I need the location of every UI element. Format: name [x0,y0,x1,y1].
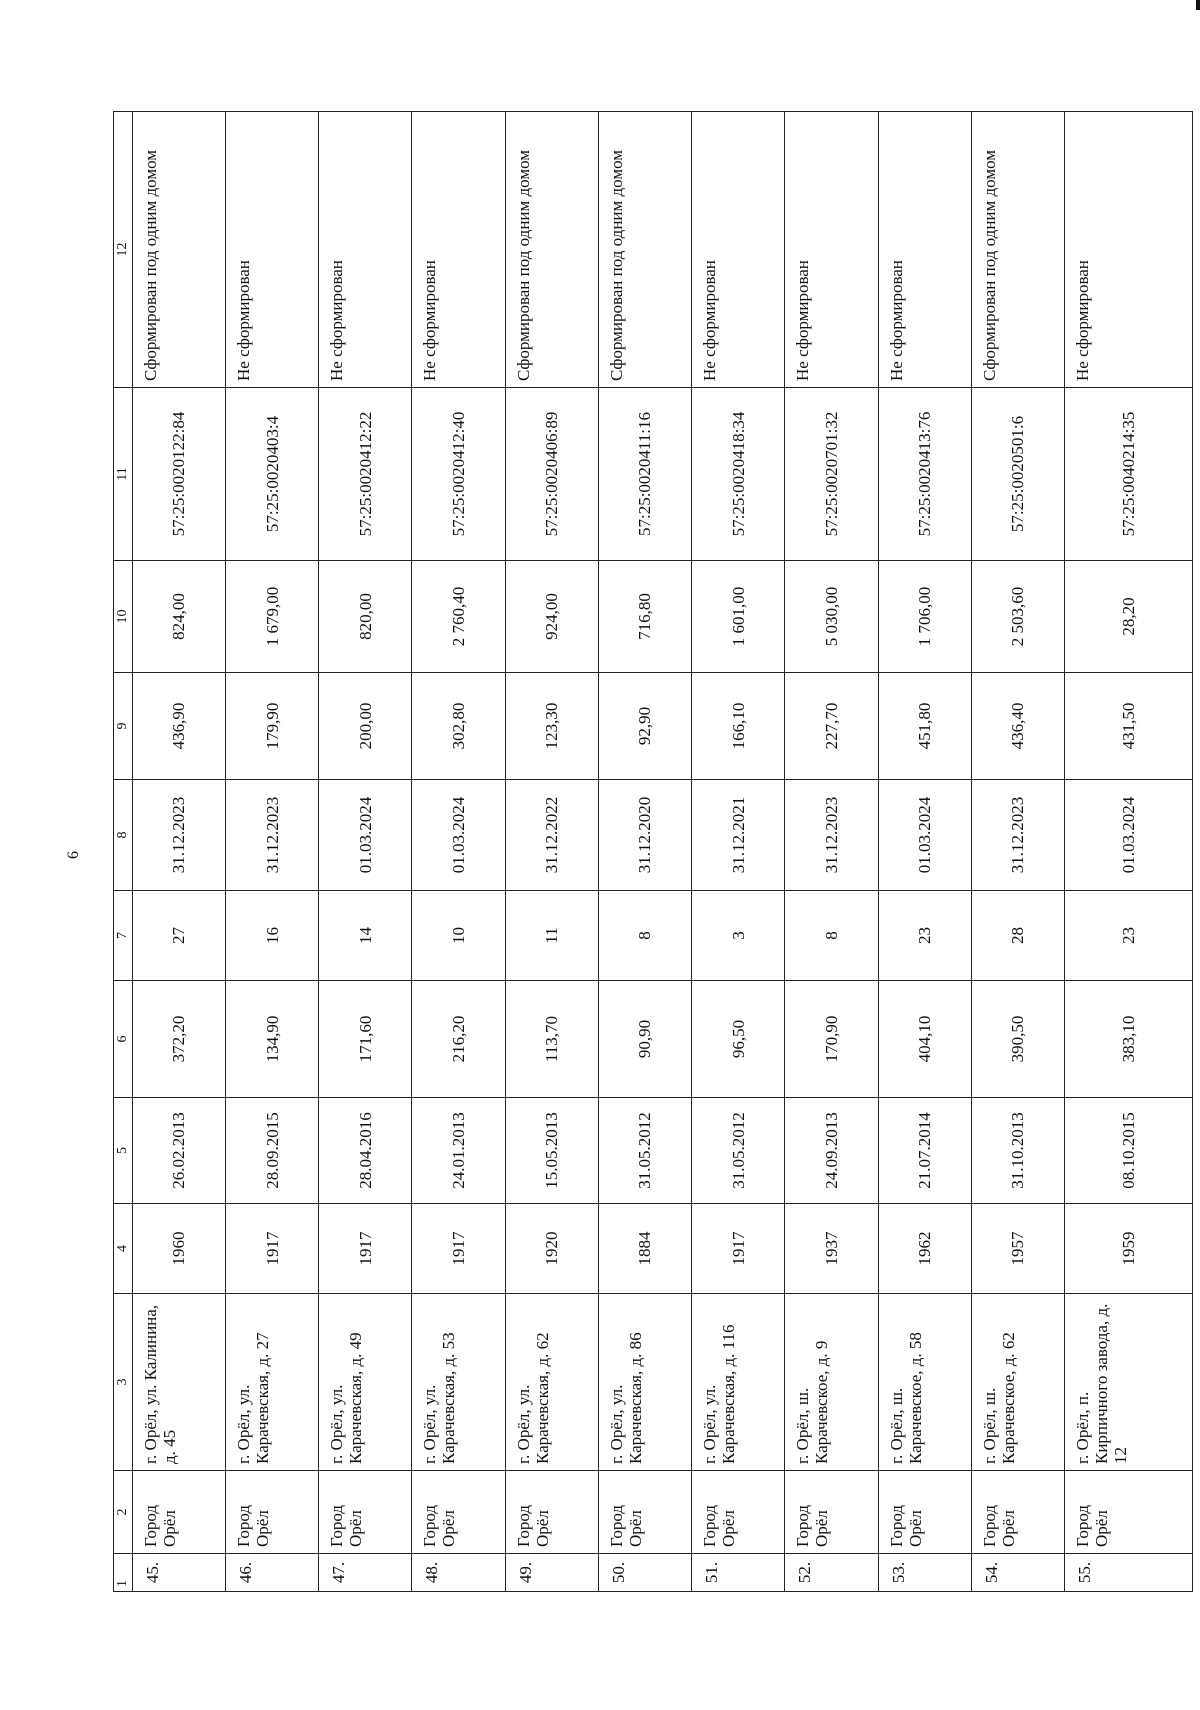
date-recognized-cell: 15.05.2013 [505,1098,598,1204]
area-resettle-cell: 170,90 [785,981,878,1098]
land-area-cell: 5 030,00 [785,561,878,673]
land-status-cell: Сформирован под одним домом [598,112,691,388]
area-resettle-cell: 390,50 [971,981,1064,1098]
corner-mark [1196,0,1200,10]
column-header: 9 [114,673,133,780]
column-header: 7 [114,891,133,981]
table-row [1065,112,1193,1592]
planned-date-cell: 01.03.2024 [319,780,412,891]
total-area-cell: 92,90 [598,673,691,780]
planned-date-cell: 31.12.2023 [132,780,225,891]
land-status-cell: Сформирован под одним домом [505,112,598,388]
column-header: 2 [114,1471,133,1554]
planned-date-cell: 31.12.2021 [692,780,785,891]
locality-cell: Город Орёл [785,1471,878,1554]
land-area-cell: 820,00 [319,561,412,673]
column-header: 6 [114,981,133,1098]
cadastral-number-cell: 57:25:0020413:76 [878,388,971,561]
residents-cell: 28 [971,891,1064,981]
land-status-cell: Не сформирован [225,112,318,388]
land-area-cell: 1 679,00 [225,561,318,673]
land-area-cell: 2 760,40 [412,561,505,673]
area-resettle-cell: 134,90 [225,981,318,1098]
total-area-cell: 227,70 [785,673,878,780]
planned-date-cell: 31.12.2022 [505,780,598,891]
cadastral-number-cell: 57:25:0020418:34 [692,388,785,561]
total-area-cell: 166,10 [692,673,785,780]
land-area-cell: 28,20 [1065,561,1193,673]
residents-cell: 16 [225,891,318,981]
row-number-cell: 46. [225,1554,318,1592]
land-status-cell: Не сформирован [412,112,505,388]
locality-cell: Город Орёл [598,1471,691,1554]
address-cell: г. Орёл, п. Кирпичного завода, д. 12 [1065,1294,1193,1471]
planned-date-cell: 31.12.2023 [225,780,318,891]
column-header: 1 [114,1554,133,1592]
residents-cell: 23 [878,891,971,981]
planned-date-cell: 31.12.2020 [598,780,691,891]
page-number: 6 [65,851,82,859]
locality-cell: Город Орёл [878,1471,971,1554]
total-area-cell: 451,80 [878,673,971,780]
land-status-cell: Не сформирован [785,112,878,388]
table-row [225,112,318,1592]
total-area-cell: 179,90 [225,673,318,780]
build-year-cell: 1962 [878,1204,971,1294]
column-header: 11 [114,388,133,561]
row-number-cell: 50. [598,1554,691,1592]
planned-date-cell: 01.03.2024 [878,780,971,891]
total-area-cell: 436,40 [971,673,1064,780]
date-recognized-cell: 24.01.2013 [412,1098,505,1204]
housing-table [113,111,1193,1592]
total-area-cell: 200,00 [319,673,412,780]
table-row [505,112,598,1592]
land-area-cell: 1 706,00 [878,561,971,673]
land-status-cell: Не сформирован [692,112,785,388]
rotated-table-container [113,112,1193,1592]
date-recognized-cell: 31.05.2012 [692,1098,785,1204]
date-recognized-cell: 28.04.2016 [319,1098,412,1204]
date-recognized-cell: 08.10.2015 [1065,1098,1193,1204]
residents-cell: 14 [319,891,412,981]
column-header: 12 [114,112,133,388]
residents-cell: 23 [1065,891,1193,981]
row-number-cell: 55. [1065,1554,1193,1592]
land-area-cell: 1 601,00 [692,561,785,673]
column-header: 8 [114,780,133,891]
build-year-cell: 1917 [692,1204,785,1294]
row-number-cell: 45. [132,1554,225,1592]
build-year-cell: 1920 [505,1204,598,1294]
row-number-cell: 52. [785,1554,878,1592]
land-status-cell: Сформирован под одним домом [971,112,1064,388]
locality-cell: Город Орёл [1065,1471,1193,1554]
build-year-cell: 1917 [225,1204,318,1294]
cadastral-number-cell: 57:25:0020412:22 [319,388,412,561]
address-cell: г. Орёл, ул. Карачевская, д. 49 [319,1294,412,1471]
land-status-cell: Не сформирован [319,112,412,388]
land-area-cell: 924,00 [505,561,598,673]
cadastral-number-cell: 57:25:0020406:89 [505,388,598,561]
table-row [598,112,691,1592]
address-cell: г. Орёл, ул. Калинина, д. 45 [132,1294,225,1471]
build-year-cell: 1917 [412,1204,505,1294]
table-row [878,112,971,1592]
table-row [132,112,225,1592]
locality-cell: Город Орёл [319,1471,412,1554]
row-number-cell: 54. [971,1554,1064,1592]
locality-cell: Город Орёл [692,1471,785,1554]
cadastral-number-cell: 57:25:0040214:35 [1065,388,1193,561]
land-area-cell: 2 503,60 [971,561,1064,673]
row-number-cell: 53. [878,1554,971,1592]
locality-cell: Город Орёл [971,1471,1064,1554]
address-cell: г. Орёл, ш. Карачевское, д. 9 [785,1294,878,1471]
build-year-cell: 1884 [598,1204,691,1294]
header-row [114,112,133,1592]
build-year-cell: 1957 [971,1204,1064,1294]
address-cell: г. Орёл, ул. Карачевская, д. 86 [598,1294,691,1471]
area-resettle-cell: 113,70 [505,981,598,1098]
locality-cell: Город Орёл [412,1471,505,1554]
row-number-cell: 49. [505,1554,598,1592]
date-recognized-cell: 31.10.2013 [971,1098,1064,1204]
cadastral-number-cell: 57:25:0020701:32 [785,388,878,561]
area-resettle-cell: 372,20 [132,981,225,1098]
date-recognized-cell: 26.02.2013 [132,1098,225,1204]
column-header: 3 [114,1294,133,1471]
residents-cell: 11 [505,891,598,981]
area-resettle-cell: 171,60 [319,981,412,1098]
land-status-cell: Не сформирован [1065,112,1193,388]
address-cell: г. Орёл, ш. Карачевское, д. 58 [878,1294,971,1471]
planned-date-cell: 01.03.2024 [1065,780,1193,891]
date-recognized-cell: 31.05.2012 [598,1098,691,1204]
row-number-cell: 47. [319,1554,412,1592]
cadastral-number-cell: 57:25:0020122:84 [132,388,225,561]
total-area-cell: 431,50 [1065,673,1193,780]
residents-cell: 8 [598,891,691,981]
residents-cell: 8 [785,891,878,981]
cadastral-number-cell: 57:25:0020412:40 [412,388,505,561]
residents-cell: 27 [132,891,225,981]
build-year-cell: 1917 [319,1204,412,1294]
area-resettle-cell: 404,10 [878,981,971,1098]
address-cell: г. Орёл, ул. Карачевская, д. 116 [692,1294,785,1471]
column-header: 10 [114,561,133,673]
area-resettle-cell: 90,90 [598,981,691,1098]
land-area-cell: 824,00 [132,561,225,673]
build-year-cell: 1960 [132,1204,225,1294]
cadastral-number-cell: 57:25:0020411:16 [598,388,691,561]
planned-date-cell: 31.12.2023 [785,780,878,891]
build-year-cell: 1937 [785,1204,878,1294]
locality-cell: Город Орёл [225,1471,318,1554]
date-recognized-cell: 24.09.2013 [785,1098,878,1204]
planned-date-cell: 01.03.2024 [412,780,505,891]
planned-date-cell: 31.12.2023 [971,780,1064,891]
address-cell: г. Орёл, ул. Карачевская, д. 27 [225,1294,318,1471]
area-resettle-cell: 216,20 [412,981,505,1098]
table-row [319,112,412,1592]
address-cell: г. Орёл, ул. Карачевская, д. 62 [505,1294,598,1471]
row-number-cell: 51. [692,1554,785,1592]
residents-cell: 3 [692,891,785,981]
area-resettle-cell: 96,50 [692,981,785,1098]
total-area-cell: 436,90 [132,673,225,780]
build-year-cell: 1959 [1065,1204,1193,1294]
land-status-cell: Не сформирован [878,112,971,388]
column-header: 4 [114,1204,133,1294]
land-status-cell: Сформирован под одним домом [132,112,225,388]
residents-cell: 10 [412,891,505,981]
table-row [785,112,878,1592]
total-area-cell: 123,30 [505,673,598,780]
table-row [412,112,505,1592]
cadastral-number-cell: 57:25:0020501:6 [971,388,1064,561]
total-area-cell: 302,80 [412,673,505,780]
date-recognized-cell: 21.07.2014 [878,1098,971,1204]
table-row [692,112,785,1592]
land-area-cell: 716,80 [598,561,691,673]
locality-cell: Город Орёл [132,1471,225,1554]
locality-cell: Город Орёл [505,1471,598,1554]
address-cell: г. Орёл, ул. Карачевская, д. 53 [412,1294,505,1471]
row-number-cell: 48. [412,1554,505,1592]
date-recognized-cell: 28.09.2015 [225,1098,318,1204]
column-header: 5 [114,1098,133,1204]
table-row [971,112,1064,1592]
area-resettle-cell: 383,10 [1065,981,1193,1098]
cadastral-number-cell: 57:25:0020403:4 [225,388,318,561]
address-cell: г. Орёл, ш. Карачевское, д. 62 [971,1294,1064,1471]
